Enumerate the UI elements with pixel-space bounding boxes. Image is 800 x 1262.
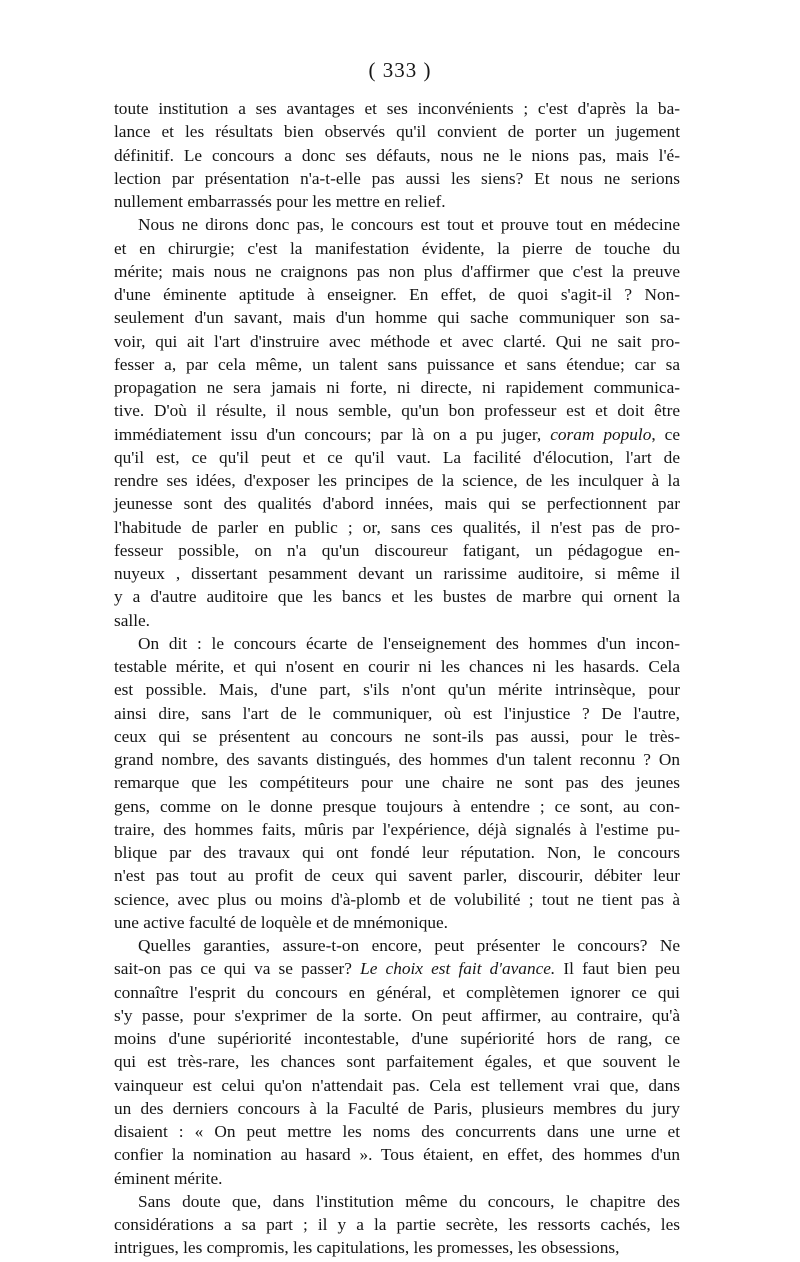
text-line: fesser a, par cela même, un talent sans puissance et sans étendue; car sa: [114, 354, 680, 374]
paragraph: [114, 632, 680, 934]
text-line: On dit : le concours écarte de l'enseignement des hommes d'un incon-: [138, 633, 680, 653]
text-line: disaient : « On peut mettre les noms des concurrents dans une urne et: [114, 1122, 680, 1141]
text-line: et en chirurgie; c'est la manifestation évidente, la pierre de touche du: [114, 238, 680, 258]
text-line: ceux qui se présentent au concours ne sont-ils pas aussi, pour le très-: [114, 726, 680, 746]
text-line: lance et les résultats bien observés qu'il convient de porter un jugement: [114, 122, 680, 142]
body-text: [114, 97, 680, 1260]
text-line: qu'il est, ce qu'il peut et ce qu'il vaut. La facilité d'élocution, l'art de: [114, 447, 680, 467]
text-line: nuyeux , dissertant pesamment devant un rarissime auditoire, si même il: [114, 564, 680, 583]
text-line: s'y passe, pour s'exprimer de la sorte. On peut affirmer, au contraire, qu'à: [114, 1005, 680, 1025]
paragraph: [114, 934, 680, 1190]
text-line: blique par des travaux qui ont fondé leur réputation. Non, le concours: [114, 843, 680, 862]
text-line: testable mérite, et qui n'osent en courir ni les chances ni les hasards. Cela: [114, 657, 680, 676]
text-line: voir, qui ait l'art d'instruire avec méthode et avec clarté. Qui ne sait pro-: [114, 331, 680, 351]
text-line: l'habitude de parler en public ; or, sans ces qualités, il n'est pas de pro-: [114, 517, 680, 537]
text-line: intrigues, les compromis, les capitulations, les promesses, les obsessions,: [114, 1238, 620, 1258]
text-line: connaître l'esprit du concours en général, et complètemen ignorer ce qui: [114, 982, 680, 1002]
text-line: rendre ses idées, d'exposer les principes de la science, de les inculquer à la: [114, 471, 680, 490]
paragraph: [114, 97, 680, 213]
text-line: nullement embarrassés pour les mettre en relief.: [114, 192, 446, 211]
text-line: moins d'une supériorité incontestable, d'une supériorité hors de rang, ce: [114, 1029, 680, 1048]
text-line: vainqueur est celui qu'on n'attendait pas. Cela est tellement vrai que, dans: [114, 1075, 680, 1095]
text-line: science, avec plus ou moins d'à-plomb et de volubilité ; tout ne tient pas à: [114, 889, 680, 909]
text-line: Quelles garanties, assure-t-on encore, peut présenter le concours? Ne: [138, 936, 680, 955]
text-line: lection par présentation n'a-t-elle pas aussi les siens? Et nous ne serions: [114, 168, 680, 188]
paragraph: [114, 213, 680, 632]
text-line: est possible. Mais, d'une part, s'ils n'ont qu'un mérite intrinsèque, pour: [114, 680, 680, 700]
text-line: un des derniers concours à la Faculté de Paris, plusieurs membres du jury: [114, 1098, 680, 1118]
text-line: immédiatement issu d'un concours; par là on a pu juger, coram populo, ce: [114, 424, 681, 444]
text-line: propagation ne sera jamais ni forte, ni directe, ni rapidement communica-: [114, 378, 680, 397]
text-line: considérations a sa part ; il y a la partie secrète, les ressorts cachés, les: [114, 1215, 680, 1234]
text-line: jeunesse sont des qualités d'abord innées, mais qui se perfectionnent par: [114, 494, 680, 514]
text-line: une active faculté de loquèle et de mnémonique.: [114, 912, 448, 932]
text-line: éminent mérite.: [114, 1168, 223, 1188]
text-line: n'est pas tout au profit de ceux qui savent parler, discourir, débiter leur: [114, 866, 680, 886]
text-line: confier la nomination au hasard ». Tous étaient, en effet, des hommes d'un: [114, 1145, 680, 1165]
text-line: gens, comme on le donne presque toujours à entendre ; ce sont, au con-: [114, 796, 680, 816]
text-line: ainsi dire, sans l'art de le communiquer, où est l'injustice ? De l'autre,: [114, 703, 680, 723]
paragraph: [114, 1190, 680, 1260]
text-line: y a d'autre auditoire que les bancs et les bustes de marbre qui ornent la: [114, 587, 680, 607]
text-line: seulement d'un savant, mais d'un homme qui sache communiquer son sa-: [114, 308, 680, 328]
text-line: d'une éminente aptitude à enseigner. En effet, de quoi s'agit-il ? Non-: [114, 285, 680, 304]
text-line: sait-on pas ce qui va se passer? Le choix est fait d'avance. Il faut bien peu: [114, 959, 680, 979]
text-line: toute institution a ses avantages et ses inconvénients ; c'est d'après la ba-: [114, 99, 680, 118]
text-line: remarque que les compétiteurs pour une chaire ne sont pas des jeunes: [114, 773, 680, 793]
page-number: ( 333 ): [368, 58, 432, 82]
text-line: traire, des hommes faits, mûris par l'expérience, déjà signalés à l'estime pu-: [114, 819, 680, 839]
text-line: grand nombre, des savants distingués, des hommes d'un talent reconnu ? On: [114, 750, 680, 769]
text-line: qui est très-rare, les chances sont parfaitement égales, et que souvent le: [114, 1052, 680, 1072]
text-line: mérite; mais nous ne craignons pas non plus d'affirmer que c'est la preuve: [114, 261, 680, 281]
text-line: tive. D'où il résulte, il nous semble, qu'un bon professeur est et doit être: [114, 401, 680, 421]
text-line: Nous ne dirons donc pas, le concours est tout et prouve tout en médecine: [138, 215, 680, 235]
text-line: fesseur possible, on n'a qu'un discoureur fatigant, un pédagogue en-: [114, 540, 680, 560]
text-line: Sans doute que, dans l'institution même du concours, le chapitre des: [138, 1191, 680, 1211]
text-line: définitif. Le concours a donc ses défauts, nous ne le nions pas, mais l'é-: [114, 145, 680, 165]
text-line: salle.: [114, 610, 150, 630]
